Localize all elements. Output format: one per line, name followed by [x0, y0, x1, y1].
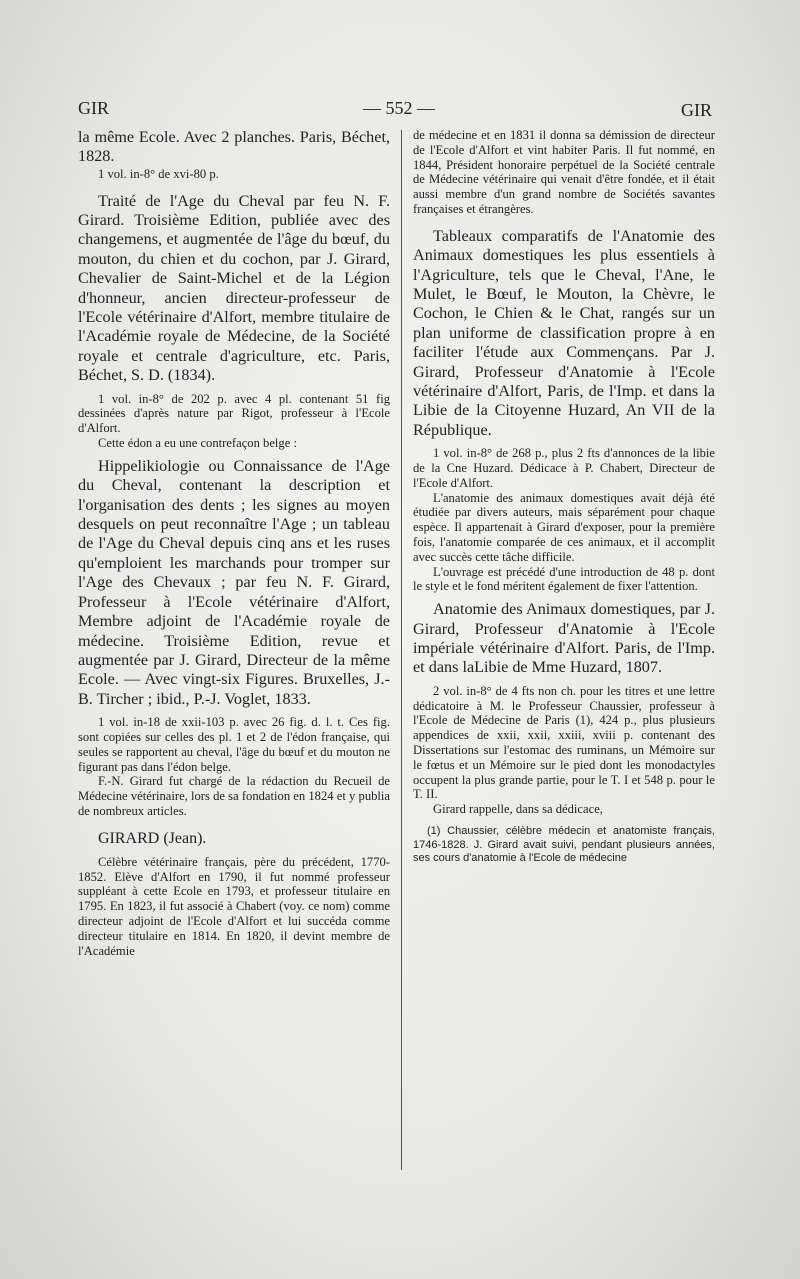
page-number: — 552 — — [363, 98, 435, 118]
paragraph: 1 vol. in-8° de 268 p., plus 2 fts d'annonces de la libie de la Cne Huzard. Dédicace à P. Chabert, Directeur de l'Ecole d'Alfort. — [413, 446, 715, 490]
paragraph: 1 vol. in-8° de xvi-80 p. — [98, 166, 219, 181]
entry-title: Traité de l'Age du Cheval par feu N. F. Girard. Troisième Edition, publiée avec des changemens, et augmentée de l'âge du bœuf, du mouton, du chien et du cochon, par J. Girard, Chevalier de Saint-Michel et de la Légion d'honneur, ancien directeur-professeur de l'Ecole vétérinaire d'Alfort, membre titulaire de l'Académie royale de Médecine, de la Société royale et centrale d'agriculture, etc. Paris, Béchet, S. D. (1834). — [78, 191, 390, 385]
paragraph: 2 vol. in-8° de 4 fts non ch. pour les titres et une lettre dédicatoire à M. le Professeur Chaussier, professeur à l'Ecole de Médecine de Paris (1), 424 p., plus plusieurs appendices de xxii, xxii, xxiii, xviii p. contenant des Dissertations sur l'estomac des ruminans, un Mémoire sur le fœtus et un Mémoire sur le pied dont les monodactyles occupent la plus grande partie, pour le T. I et 548 p. pour le T. II. — [413, 683, 715, 802]
paragraph: 1 vol. in-18 de xxii-103 p. avec 26 fig. d. l. t. Ces fig. sont copiées sur celles des pl. 1 et 2 de l'édon française, qui seules se rapportent au cheval, l'âge du bœuf et du mouton ne figurant pas dans l'édon belge. — [78, 715, 390, 774]
right-column — [413, 128, 715, 866]
header-right: GIR — [681, 100, 712, 120]
paragraph: Célèbre vétérinaire français, père du précédent, 1770-1852. Elève d'Alfort en 1790, il fut nommé professeur suppléant à cette Ecole en 1793, et professeur titulaire en 1795. En 1823, il fut associé à Chabert (voy. ce nom) comme directeur adjoint de l'Ecole d'Alfort et lui succéda comme directeur titulaire en 1814. En 1820, il devint membre de l'Académie — [78, 854, 390, 958]
left-column — [78, 128, 390, 958]
paragraph: la même Ecole. Avec 2 planches. Paris, Béchet, 1828. — [78, 128, 390, 166]
author-heading: GIRARD (Jean). — [98, 829, 207, 847]
header-left: GIR — [78, 98, 109, 118]
paragraph: 1 vol. in-8° de 202 p. avec 4 pl. contenant 51 fig dessinées d'après nature par Rigot, professeur à l'Ecole d'Alfort. — [78, 391, 390, 436]
paragraph: Girard rappelle, dans sa dédicace, — [433, 802, 603, 817]
paragraph: L'anatomie des animaux domestiques avait déjà été étudiée par divers auteurs, mais séparément pour chaque espèce. Il appartenait à Girard d'exposer, pour la première fois, l'anatomie comparée de ces animaux, et il accomplit avec succès cette tâche difficile. — [413, 490, 715, 564]
running-header — [78, 98, 712, 128]
entry-title: Tableaux comparatifs de l'Anatomie des Animaux domestiques les plus essentiels à l'Agriculture, tels que le Cheval, l'Ane, le Mulet, le Bœuf, le Mouton, la Chèvre, le Cochon, le Chien & le Chat, rangés sur un plan uniforme de classification propre à en faciliter l'étude aux Commençans. Par J. Girard, Professeur d'Anatomie à l'Ecole vétérinaire d'Alfort, Paris, de l'Imp. et dans la Libie de la Citoyenne Huzard, An VII de la République. — [413, 226, 715, 439]
paragraph: Cette édon a eu une contrefaçon belge : — [98, 436, 297, 451]
entry-title: Anatomie des Animaux domestiques, par J. Girard, Professeur d'Anatomie à l'Ecole impériale vétérinaire d'Alfort. Paris, de l'Imp. et dans laLibie de Mme Huzard, 1807. — [413, 600, 715, 677]
footnote: (1) Chaussier, célèbre médecin et anatomiste français, 1746-1828. J. Girard avait suivi, pendant plusieurs années, ses cours d'anatomie à l'Ecole de médecine — [413, 825, 715, 865]
entry-title: Hippelikiologie ou Connaissance de l'Age du Cheval, contenant la description et l'organisation des dents ; les signes au moyen desquels on peut reconnaître l'Age ; un tableau de l'Age du Cheval depuis cinq ans et les ruses qu'emploient les marchands pour tromper sur l'Age des Chevaux ; par feu N. F. Girard, Professeur à l'Ecole vétérinaire d'Alfort, Membre adjoint de l'Académie royale de médecine. Troisième Edition, revue et augmentée par J. Girard, Directeur de la même Ecole. — Avec vingt-six Figures. Bruxelles, J.-B. Tircher ; ibid., P.-J. Voglet, 1833. — [78, 456, 390, 708]
paragraph: L'ouvrage est précédé d'une introduction de 48 p. dont le style et le fond méritent également de fixer l'attention. — [413, 564, 715, 594]
paragraph: de médecine et en 1831 il donna sa démission de directeur de l'Ecole d'Alfort et vint habiter Paris. Il fut nommé, en 1844, Président honoraire perpétuel de la Société centrale de Médecine vétérinaire qui venait d'être fondée, et il était aussi membre d'un grand nombre de Sociétés savantes françaises et étrangères. — [413, 128, 715, 216]
paragraph: F.-N. Girard fut chargé de la rédaction du Recueil de Médecine vétérinaire, lors de sa fondation en 1824 et y publia de nombreux articles. — [78, 774, 390, 818]
column-divider — [401, 130, 402, 1170]
